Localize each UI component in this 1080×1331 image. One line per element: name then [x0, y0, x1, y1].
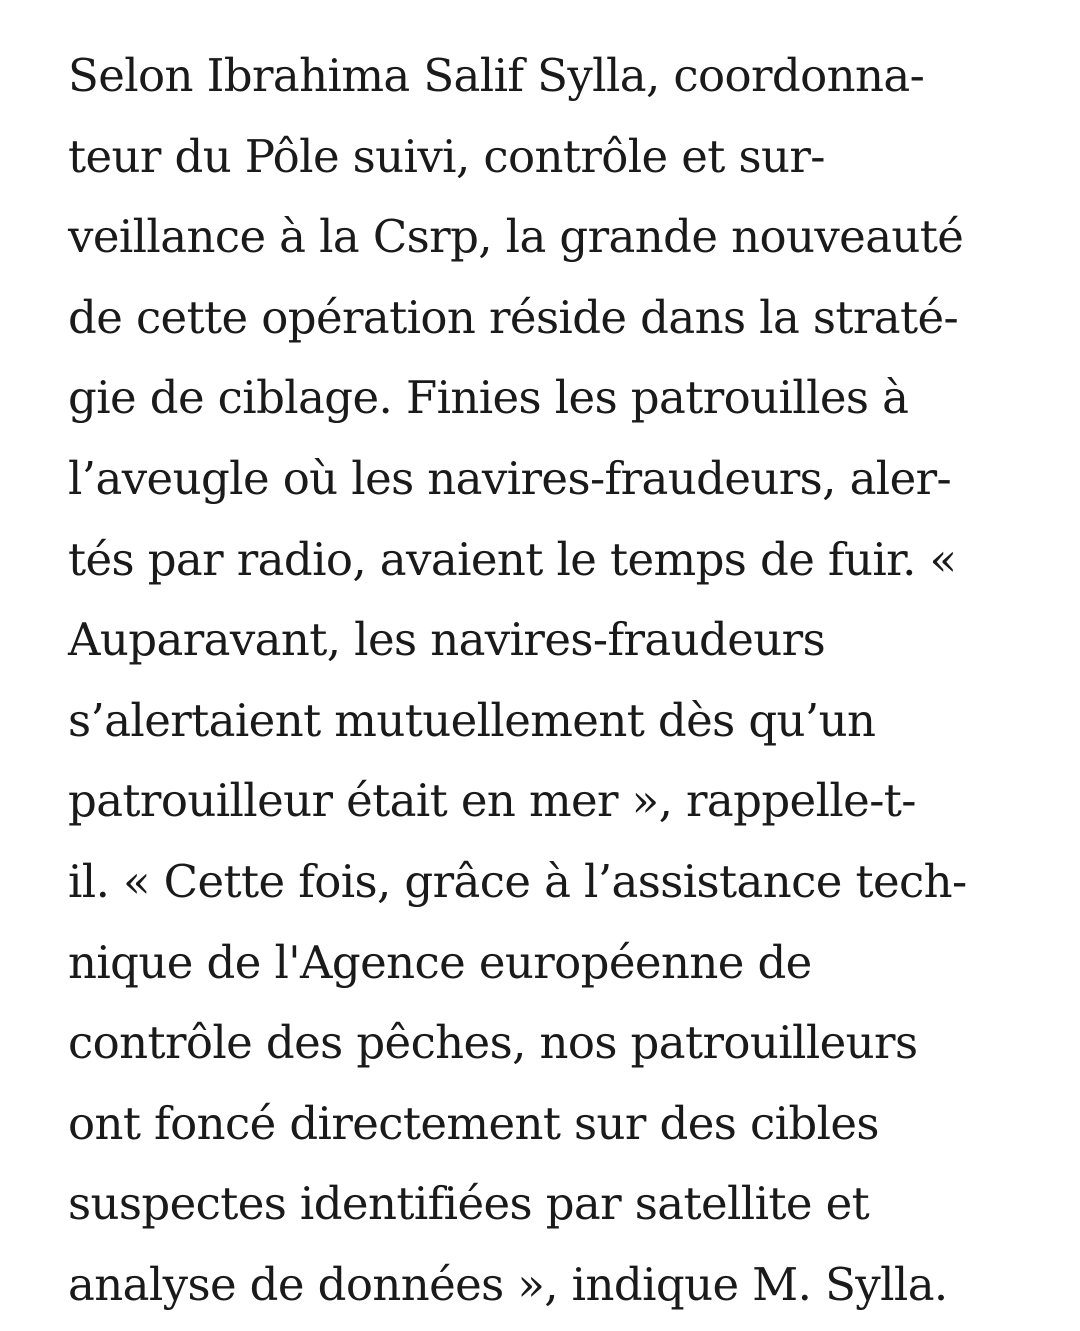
- paragraph-line: de cette opération réside dans la straté-: [68, 290, 959, 344]
- paragraph-line: l’aveugle où les navires-fraudeurs, aler-: [68, 451, 952, 505]
- paragraph-line: teur du Pôle suivi, contrôle et sur-: [68, 129, 825, 183]
- paragraph-line: gie de ciblage. Finies les patrouilles à: [68, 371, 909, 425]
- paragraph-line: s’alertaient mutuellement dès qu’un: [68, 693, 876, 747]
- paragraph-line: suspectes identifiées par satellite et: [68, 1177, 870, 1231]
- paragraph-line: patrouilleur était en mer », rappelle-t-: [68, 774, 916, 828]
- paragraph-line: Selon Ibrahima Salif Sylla, coordonna-: [68, 49, 925, 102]
- paragraph-line: contrôle des pêches, nos patrouilleurs: [68, 1016, 918, 1070]
- article-paragraph: [68, 36, 1068, 1326]
- paragraph-line: il. « Cette fois, grâce à l’assistance tech-: [68, 854, 967, 908]
- paragraph-line: nique de l'Agence européenne de: [68, 935, 812, 989]
- paragraph-line: ont foncé directement sur des cibles: [68, 1096, 879, 1150]
- paragraph-line: veillance à la Csrp, la grande nouveauté: [68, 210, 964, 264]
- paragraph-line: tés par radio, avaient le temps de fuir. «: [68, 532, 957, 586]
- paragraph-line: analyse de données », indique M. Sylla.: [68, 1257, 948, 1311]
- paragraph-line: Auparavant, les navires-fraudeurs: [68, 613, 826, 667]
